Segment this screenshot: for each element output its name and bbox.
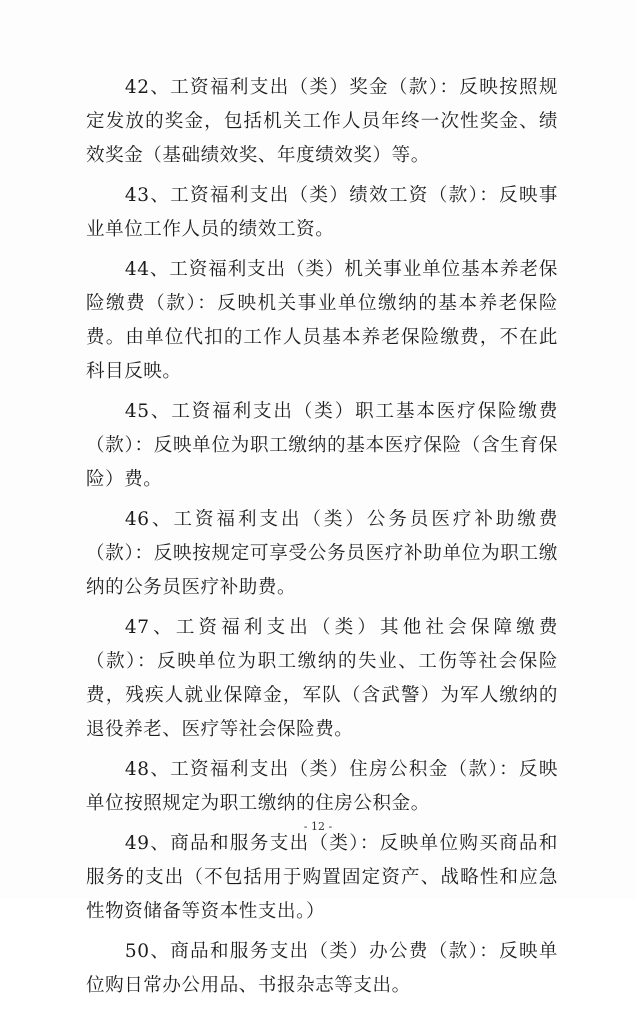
paragraph-44: 44、工资福利支出（类）机关事业单位基本养老保险缴费（款）：反映机关事业单位缴纳的基本养老保险费。由单位代扣的工作人员基本养老保险缴费，不在此科目反映。 (86, 259, 558, 382)
paragraph-47: 47、工资福利支出（类）其他社会保障缴费（款）：反映单位为职工缴纳的失业、工伤等社会保险费，残疾人就业保障金，军队（含武警）为军人缴纳的退役养老、医疗等社会保险费。 (86, 617, 558, 740)
paragraph-46: 46、工资福利支出（类）公务员医疗补助缴费（款）：反映按规定可享受公务员医疗补助单位为职工缴纳的公务员医疗补助费。 (86, 509, 558, 598)
paragraph-45: 45、工资福利支出（类）职工基本医疗保险缴费（款）：反映单位为职工缴纳的基本医疗保险（含生育保险）费。 (86, 401, 558, 490)
paragraph-49: 49、商品和服务支出（类）：反映单位购买商品和服务的支出（不包括用于购置固定资产、战略性和应急性物资储备等资本性支出。） (86, 833, 558, 922)
paragraph-43: 43、工资福利支出（类）绩效工资（款）：反映事业单位工作人员的绩效工资。 (86, 185, 558, 240)
page-number: - 12 - (303, 820, 333, 833)
paragraph-42: 42、工资福利支出（类）奖金（款）：反映按照规定发放的奖金，包括机关工作人员年终一次性奖金、绩效奖金（基础绩效奖、年度绩效奖）等。 (86, 77, 558, 166)
paragraph-50: 50、商品和服务支出（类）办公费（款）：反映单位购日常办公用品、书报杂志等支出。 (86, 941, 558, 996)
paragraph-48: 48、工资福利支出（类）住房公积金（款）：反映单位按照规定为职工缴纳的住房公积金。 (86, 759, 558, 814)
document-body (86, 71, 558, 1009)
